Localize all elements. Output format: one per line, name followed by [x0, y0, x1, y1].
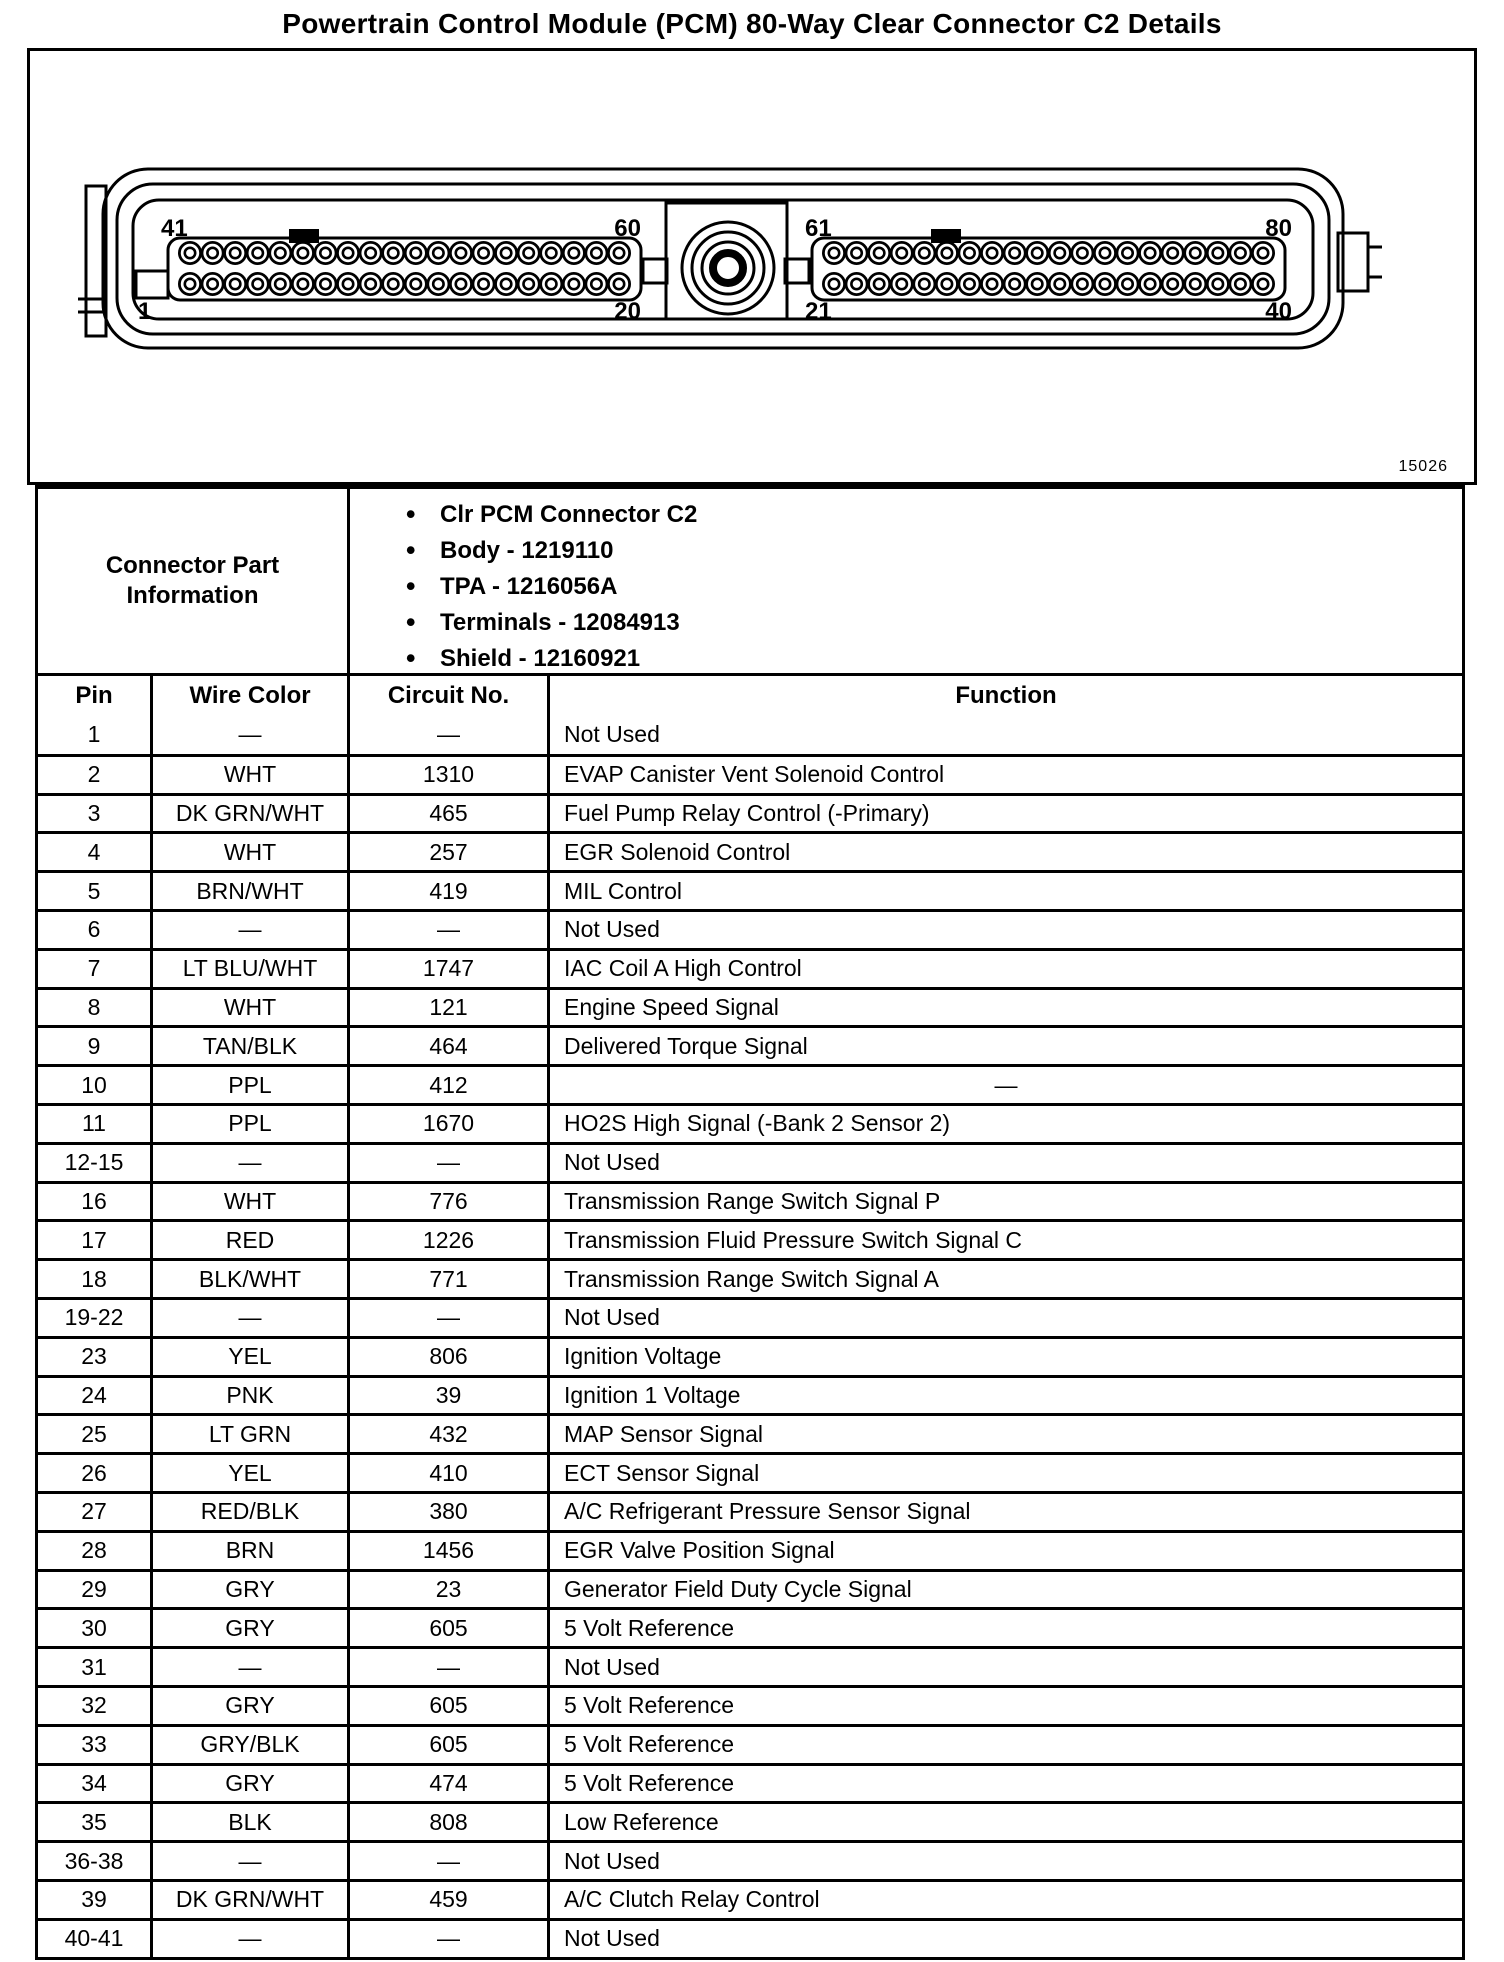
- circuit-no-cell: 465: [347, 796, 547, 832]
- function-cell: 5 Volt Reference: [547, 1766, 1462, 1802]
- connector-diagram: [30, 51, 1474, 482]
- part-info-item: • Body - 1219110: [402, 533, 697, 569]
- wire-color-cell: —: [150, 1649, 347, 1685]
- wire-color-cell: —: [150, 912, 347, 948]
- part-info-cell: [347, 489, 1462, 673]
- wire-color-cell: RED/BLK: [150, 1494, 347, 1530]
- pin-cell: 5: [87, 877, 101, 904]
- function-cell: Not Used: [547, 1145, 1462, 1181]
- pin-61-label: 61: [805, 215, 832, 242]
- function-cell: 5 Volt Reference: [547, 1727, 1462, 1763]
- wire-color-cell: WHT: [150, 757, 347, 793]
- table-row: [38, 1840, 1462, 1879]
- pin-cell: 16: [81, 1187, 107, 1214]
- pin-cell: 11: [82, 1110, 106, 1137]
- circuit-no-cell: —: [347, 1649, 547, 1685]
- circuit-no-cell: 459: [347, 1882, 547, 1918]
- table-row: [38, 1452, 1462, 1491]
- pin-cell: 25: [81, 1420, 107, 1447]
- function-cell: Not Used: [547, 912, 1462, 948]
- function-cell: Transmission Fluid Pressure Switch Signal C: [547, 1222, 1462, 1258]
- circuit-no-cell: 464: [347, 1028, 547, 1064]
- function-cell: 5 Volt Reference: [547, 1610, 1462, 1646]
- keying-tab-right: [931, 229, 961, 243]
- circuit-no-cell: 380: [347, 1494, 547, 1530]
- wire-color-cell: PPL: [150, 1067, 347, 1103]
- table-row: [38, 1336, 1462, 1375]
- table-row: [38, 1064, 1462, 1103]
- wire-color-cell: —: [150, 1921, 347, 1957]
- keying-tab-left: [289, 229, 319, 243]
- pin-cell: 39: [81, 1886, 107, 1913]
- table-row: [38, 1569, 1462, 1608]
- figure-number: 15026: [1398, 458, 1448, 475]
- wire-color-cell: WHT: [150, 990, 347, 1026]
- function-cell: Engine Speed Signal: [547, 990, 1462, 1026]
- function-cell: Not Used: [547, 1843, 1462, 1879]
- pin-cell: 12-15: [64, 1149, 124, 1176]
- pin-cell: 24: [81, 1381, 107, 1408]
- table-row: [38, 1879, 1462, 1918]
- table-row: [38, 1297, 1462, 1336]
- pin-cell: 32: [81, 1692, 107, 1719]
- pin-cell: 3: [87, 799, 101, 826]
- table-row: [38, 1375, 1462, 1414]
- pin-cell: 40-41: [64, 1925, 124, 1952]
- pin-cell: 6: [87, 916, 101, 943]
- function-cell: A/C Refrigerant Pressure Sensor Signal: [547, 1494, 1462, 1530]
- circuit-no-cell: —: [347, 715, 547, 754]
- wire-color-cell: TAN/BLK: [150, 1028, 347, 1064]
- pin-cell: 26: [81, 1459, 107, 1486]
- pin-cell: 35: [81, 1808, 107, 1835]
- wire-color-cell: YEL: [150, 1339, 347, 1375]
- function-cell: MIL Control: [547, 873, 1462, 909]
- pin-cell: 17: [81, 1226, 107, 1253]
- pin-cell: 10: [81, 1071, 107, 1098]
- table-row: [38, 754, 1462, 793]
- wire-color-cell: PPL: [150, 1106, 347, 1142]
- function-cell: —: [547, 1067, 1462, 1103]
- function-cell: MAP Sensor Signal: [547, 1416, 1462, 1452]
- table-row: [38, 715, 1462, 754]
- wire-color-cell: GRY/BLK: [150, 1727, 347, 1763]
- wire-color-cell: BLK: [150, 1804, 347, 1840]
- table-row: [38, 1142, 1462, 1181]
- table-row: [38, 1801, 1462, 1840]
- circuit-no-cell: 257: [347, 834, 547, 870]
- circuit-no-cell: 410: [347, 1455, 547, 1491]
- pin-41-label: 41: [161, 215, 188, 242]
- col-header-wire: Wire Color: [150, 676, 347, 715]
- function-cell: IAC Coil A High Control: [547, 951, 1462, 987]
- function-cell: Transmission Range Switch Signal P: [547, 1184, 1462, 1220]
- table-row: [38, 1219, 1462, 1258]
- pin-cell: 29: [81, 1575, 107, 1602]
- circuit-no-cell: 1670: [347, 1106, 547, 1142]
- function-cell: Delivered Torque Signal: [547, 1028, 1462, 1064]
- table-row: [38, 1258, 1462, 1297]
- table-row: [38, 870, 1462, 909]
- left-clip: [78, 186, 168, 336]
- part-info-item: • Clr PCM Connector C2: [402, 497, 697, 533]
- function-cell: Ignition 1 Voltage: [547, 1378, 1462, 1414]
- wire-color-cell: —: [150, 1843, 347, 1879]
- wire-color-cell: YEL: [150, 1455, 347, 1491]
- wire-color-cell: RED: [150, 1222, 347, 1258]
- pin-cell: 36-38: [64, 1847, 124, 1874]
- pin-cell: 1: [87, 720, 101, 747]
- function-cell: EGR Valve Position Signal: [547, 1533, 1462, 1569]
- circuit-no-cell: —: [347, 1145, 547, 1181]
- pin-cell: 27: [81, 1498, 107, 1525]
- part-info-header: Connector Part Information: [105, 552, 280, 609]
- function-cell: Fuel Pump Relay Control (-Primary): [547, 796, 1462, 832]
- table-row: [38, 987, 1462, 1026]
- pin-21-label: 21: [805, 298, 832, 325]
- table-row: [38, 909, 1462, 948]
- pin-60-label: 60: [614, 215, 641, 242]
- pin-40-label: 40: [1265, 298, 1292, 325]
- table-row: [38, 1413, 1462, 1452]
- pin-1-label: 1: [138, 298, 152, 325]
- connector-figure-box: [27, 48, 1477, 485]
- circuit-no-cell: 474: [347, 1766, 547, 1802]
- table-row: [38, 1025, 1462, 1064]
- function-cell: 5 Volt Reference: [547, 1688, 1462, 1724]
- part-info-item: • Terminals - 12084913: [402, 605, 697, 641]
- circuit-no-cell: —: [347, 912, 547, 948]
- function-cell: HO2S High Signal (-Bank 2 Sensor 2): [547, 1106, 1462, 1142]
- col-header-function: Function: [547, 676, 1462, 715]
- pin-cell: 31: [81, 1653, 107, 1680]
- table-row: [38, 1724, 1462, 1763]
- part-info-list: [350, 489, 697, 673]
- circuit-no-cell: 1456: [347, 1533, 547, 1569]
- pin-cell: 8: [87, 993, 101, 1020]
- pin-cell: 30: [81, 1614, 107, 1641]
- circuit-no-cell: 776: [347, 1184, 547, 1220]
- circuit-no-cell: —: [347, 1921, 547, 1957]
- pin-cell: 33: [81, 1731, 107, 1758]
- pin-holes-right: [823, 242, 1273, 294]
- pin-cell: 4: [87, 838, 101, 865]
- pin-table: [35, 485, 1465, 1960]
- wire-color-cell: LT BLU/WHT: [150, 951, 347, 987]
- function-cell: ECT Sensor Signal: [547, 1455, 1462, 1491]
- wire-color-cell: WHT: [150, 834, 347, 870]
- pin-cell: 2: [87, 761, 101, 788]
- pin-holes-left: [179, 242, 629, 294]
- circuit-no-cell: 1310: [347, 757, 547, 793]
- wire-color-cell: BRN: [150, 1533, 347, 1569]
- circuit-no-cell: 605: [347, 1688, 547, 1724]
- circuit-no-cell: 605: [347, 1610, 547, 1646]
- wire-color-cell: —: [150, 1145, 347, 1181]
- pin-cell: 9: [87, 1032, 101, 1059]
- table-row: [38, 1607, 1462, 1646]
- circuit-no-cell: 771: [347, 1261, 547, 1297]
- part-info-item: • Shield - 12160921: [402, 641, 697, 673]
- pin-cell: 34: [81, 1769, 107, 1796]
- table-row: [38, 1491, 1462, 1530]
- function-cell: EGR Solenoid Control: [547, 834, 1462, 870]
- circuit-no-cell: 23: [347, 1572, 547, 1608]
- function-cell: Transmission Range Switch Signal A: [547, 1261, 1462, 1297]
- table-row: [38, 1103, 1462, 1142]
- wire-color-cell: —: [150, 715, 347, 754]
- table-row: [38, 1646, 1462, 1685]
- table-body: [38, 715, 1462, 1957]
- part-info-item: • TPA - 1216056A: [402, 569, 697, 605]
- function-cell: Not Used: [547, 1300, 1462, 1336]
- circuit-no-cell: —: [347, 1843, 547, 1879]
- wire-color-cell: DK GRN/WHT: [150, 1882, 347, 1918]
- wire-color-cell: PNK: [150, 1378, 347, 1414]
- function-cell: Ignition Voltage: [547, 1339, 1462, 1375]
- pin-80-label: 80: [1265, 215, 1292, 242]
- col-header-pin: Pin: [75, 681, 113, 709]
- function-cell: EVAP Canister Vent Solenoid Control: [547, 757, 1462, 793]
- pin-cell: 19-22: [64, 1304, 124, 1331]
- function-cell: Low Reference: [547, 1804, 1462, 1840]
- wire-color-cell: DK GRN/WHT: [150, 796, 347, 832]
- function-cell: Not Used: [547, 715, 1462, 754]
- table-row: [38, 1918, 1462, 1957]
- pin-cell: 7: [87, 955, 101, 982]
- pin-cell: 18: [81, 1265, 107, 1292]
- circuit-no-cell: 605: [347, 1727, 547, 1763]
- page-title: Powertrain Control Module (PCM) 80-Way Clear Connector C2 Details: [282, 8, 1222, 39]
- col-header-circuit: Circuit No.: [347, 676, 547, 715]
- table-row: [38, 1685, 1462, 1724]
- mounting-boss: [643, 203, 809, 319]
- circuit-no-cell: 808: [347, 1804, 547, 1840]
- pin-bank-left: [168, 238, 641, 300]
- pin-bank-right: [812, 238, 1285, 300]
- circuit-no-cell: 419: [347, 873, 547, 909]
- circuit-no-cell: 121: [347, 990, 547, 1026]
- wire-color-cell: BRN/WHT: [150, 873, 347, 909]
- table-row: [38, 1763, 1462, 1802]
- wire-color-cell: LT GRN: [150, 1416, 347, 1452]
- pin-cell: 23: [81, 1343, 107, 1370]
- function-cell: Generator Field Duty Cycle Signal: [547, 1572, 1462, 1608]
- table-header-row: [38, 673, 1462, 715]
- table-row: [38, 793, 1462, 832]
- right-clip: [1338, 233, 1382, 291]
- table-row: [38, 1181, 1462, 1220]
- pin-20-label: 20: [614, 298, 641, 325]
- function-cell: A/C Clutch Relay Control: [547, 1882, 1462, 1918]
- wire-color-cell: WHT: [150, 1184, 347, 1220]
- wire-color-cell: BLK/WHT: [150, 1261, 347, 1297]
- table-row: [38, 948, 1462, 987]
- pin-cell: 28: [81, 1537, 107, 1564]
- part-info-row: [38, 489, 1462, 673]
- table-row: [38, 831, 1462, 870]
- circuit-no-cell: —: [347, 1300, 547, 1336]
- circuit-no-cell: 1747: [347, 951, 547, 987]
- function-cell: Not Used: [547, 1921, 1462, 1957]
- circuit-no-cell: 1226: [347, 1222, 547, 1258]
- circuit-no-cell: 412: [347, 1067, 547, 1103]
- circuit-no-cell: 432: [347, 1416, 547, 1452]
- circuit-no-cell: 806: [347, 1339, 547, 1375]
- wire-color-cell: GRY: [150, 1572, 347, 1608]
- wire-color-cell: —: [150, 1300, 347, 1336]
- wire-color-cell: GRY: [150, 1610, 347, 1646]
- wire-color-cell: GRY: [150, 1766, 347, 1802]
- table-row: [38, 1530, 1462, 1569]
- function-cell: Not Used: [547, 1649, 1462, 1685]
- wire-color-cell: GRY: [150, 1688, 347, 1724]
- circuit-no-cell: 39: [347, 1378, 547, 1414]
